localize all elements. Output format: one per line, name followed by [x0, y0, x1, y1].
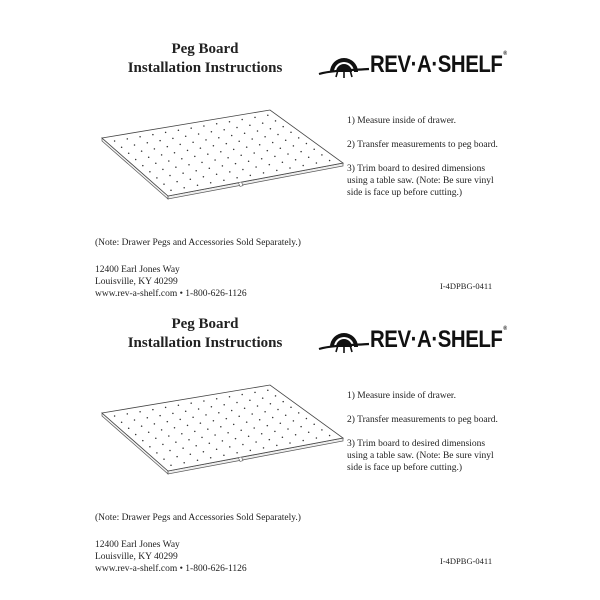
peg-hole — [167, 421, 169, 423]
peg-hole — [148, 156, 150, 158]
peg-hole — [227, 157, 229, 159]
peg-hole — [182, 447, 184, 449]
peg-hole — [253, 427, 255, 429]
peg-hole — [195, 170, 197, 172]
peg-hole — [300, 151, 302, 153]
rev-a-shelf-logo — [318, 325, 507, 357]
peg-hole — [188, 164, 190, 166]
peg-hole — [197, 460, 199, 462]
peg-hole — [306, 418, 308, 420]
peg-hole — [168, 435, 170, 437]
peg-hole — [172, 138, 174, 140]
peg-hole — [201, 437, 203, 439]
peg-hole — [181, 433, 183, 435]
peg-hole — [209, 168, 211, 170]
peg-hole — [179, 419, 181, 421]
address-contact: www.rev-a-shelf.com • 1-800-626-1126 — [95, 564, 247, 574]
peg-hole — [192, 416, 194, 418]
peg-hole — [210, 182, 212, 184]
peg-hole — [300, 426, 302, 428]
peg-hole — [181, 158, 183, 160]
peg-hole — [198, 133, 200, 135]
peg-hole — [293, 420, 295, 422]
peg-hole — [264, 411, 266, 413]
peg-hole — [192, 141, 194, 143]
peg-hole — [218, 137, 220, 139]
peg-hole — [163, 458, 165, 460]
peg-hole — [272, 142, 274, 144]
peg-hole — [147, 142, 149, 144]
peg-hole — [162, 444, 164, 446]
peg-hole — [183, 462, 185, 464]
step-3: 3) Trim board to desired dimensions using a table saw. (Note: Be sure vinyl side is face up before cutting.) — [347, 164, 494, 198]
peg-hole — [169, 175, 171, 177]
peg-hole — [135, 434, 137, 436]
peg-hole — [147, 417, 149, 419]
peg-hole — [257, 130, 259, 132]
peg-hole — [198, 408, 200, 410]
peg-hole — [274, 156, 276, 158]
peg-hole — [205, 139, 207, 141]
address-street: 12400 Earl Jones Way — [95, 265, 180, 275]
peg-hole — [255, 441, 257, 443]
peg-hole — [321, 154, 323, 156]
peg-hole — [176, 456, 178, 458]
step-3: 3) Trim board to desired dimensions using a table saw. (Note: Be sure vinyl side is face up before cutting.) — [347, 439, 494, 473]
peg-hole — [302, 440, 304, 442]
document-code: I-4DPBG-0411 — [440, 281, 493, 291]
peg-hole — [185, 135, 187, 137]
address-city: Louisville, KY 40299 — [95, 552, 178, 562]
pegboard-illustration — [100, 383, 345, 478]
peg-hole — [242, 444, 244, 446]
peg-hole — [134, 144, 136, 146]
peg-hole — [114, 140, 116, 142]
peg-hole — [250, 450, 252, 452]
address-street: 12400 Earl Jones Way — [95, 540, 180, 550]
peg-hole — [190, 178, 192, 180]
peg-hole — [159, 140, 161, 142]
peg-hole — [194, 431, 196, 433]
peg-hole — [276, 170, 278, 172]
peg-hole — [175, 166, 177, 168]
peg-hole — [261, 158, 263, 160]
peg-hole — [269, 439, 271, 441]
peg-hole — [242, 169, 244, 171]
peg-hole — [213, 145, 215, 147]
peg-hole — [223, 180, 225, 182]
peg-hole — [236, 402, 238, 404]
peg-hole — [200, 147, 202, 149]
peg-hole — [240, 430, 242, 432]
logo-emblem-icon — [318, 325, 370, 357]
peg-hole — [142, 165, 144, 167]
step-2: 2) Transfer measurements to peg board. — [347, 415, 498, 425]
peg-hole — [178, 130, 180, 132]
peg-hole — [316, 437, 318, 439]
peg-hole — [141, 425, 143, 427]
peg-hole — [135, 159, 137, 161]
peg-hole — [236, 127, 238, 129]
peg-hole — [227, 432, 229, 434]
peg-hole — [282, 161, 284, 163]
peg-hole — [285, 414, 287, 416]
peg-hole — [251, 138, 253, 140]
peg-hole — [277, 409, 279, 411]
peg-hole — [241, 394, 243, 396]
peg-hole — [216, 123, 218, 125]
peg-hole — [156, 452, 158, 454]
logo-emblem-icon — [318, 50, 370, 82]
peg-hole — [121, 146, 123, 148]
peg-hole — [289, 442, 291, 444]
document-title — [90, 315, 320, 353]
peg-hole — [190, 127, 192, 129]
peg-hole — [213, 420, 215, 422]
peg-hole — [298, 137, 300, 139]
peg-hole — [163, 183, 165, 185]
peg-hole — [190, 402, 192, 404]
document-title — [90, 40, 320, 78]
peg-hole — [321, 429, 323, 431]
peg-hole — [168, 160, 170, 162]
peg-hole — [170, 464, 172, 466]
peg-hole — [161, 154, 163, 156]
peg-hole — [207, 428, 209, 430]
peg-hole — [170, 189, 172, 191]
instruction-steps — [347, 390, 507, 486]
document-code: I-4DPBG-0411 — [440, 556, 493, 566]
peg-hole — [287, 153, 289, 155]
peg-hole — [174, 427, 176, 429]
peg-hole — [176, 181, 178, 183]
peg-hole — [195, 445, 197, 447]
peg-hole — [267, 150, 269, 152]
peg-hole — [250, 175, 252, 177]
peg-hole — [233, 424, 235, 426]
peg-hole — [218, 412, 220, 414]
peg-hole — [154, 423, 156, 425]
peg-hole — [280, 148, 282, 150]
peg-hole — [152, 409, 154, 411]
peg-hole — [276, 445, 278, 447]
step-2: 2) Transfer measurements to peg board. — [347, 140, 498, 150]
peg-hole — [128, 153, 130, 155]
peg-hole — [194, 156, 196, 158]
peg-hole — [231, 135, 233, 137]
peg-hole — [197, 185, 199, 187]
peg-hole — [216, 449, 218, 451]
peg-hole — [270, 128, 272, 130]
peg-hole — [293, 145, 295, 147]
peg-hole — [261, 433, 263, 435]
peg-hole — [238, 141, 240, 143]
peg-hole — [263, 447, 265, 449]
peg-hole — [313, 148, 315, 150]
peg-hole — [209, 443, 211, 445]
peg-hole — [139, 136, 141, 138]
instruction-steps — [347, 115, 507, 211]
peg-hole — [134, 419, 136, 421]
peg-hole — [274, 431, 276, 433]
pegboard-illustration — [100, 108, 345, 203]
peg-hole — [229, 171, 231, 173]
peg-hole — [233, 149, 235, 151]
peg-hole — [211, 406, 213, 408]
peg-hole — [295, 434, 297, 436]
peg-hole — [264, 136, 266, 138]
peg-hole — [174, 152, 176, 154]
peg-hole — [329, 160, 331, 162]
peg-hole — [127, 413, 129, 415]
peg-hole — [155, 438, 157, 440]
peg-hole — [203, 451, 205, 453]
title-line-1: Peg Board — [171, 41, 239, 57]
peg-hole — [282, 436, 284, 438]
peg-hole — [287, 428, 289, 430]
address-city: Louisville, KY 40299 — [95, 277, 178, 287]
peg-hole — [246, 146, 248, 148]
peg-hole — [223, 404, 225, 406]
peg-hole — [142, 440, 144, 442]
peg-hole — [253, 152, 255, 154]
peg-hole — [223, 455, 225, 457]
company-address — [95, 539, 247, 575]
peg-hole — [267, 114, 269, 116]
peg-hole — [214, 159, 216, 161]
peg-hole — [295, 159, 297, 161]
peg-hole — [226, 418, 228, 420]
logo-wordmark: REV·A·SHELF® — [370, 51, 507, 78]
peg-hole — [285, 139, 287, 141]
peg-hole — [128, 428, 130, 430]
peg-hole — [187, 425, 189, 427]
peg-hole — [223, 129, 225, 131]
peg-hole — [277, 134, 279, 136]
peg-hole — [241, 119, 243, 121]
peg-hole — [302, 165, 304, 167]
peg-hole — [257, 405, 259, 407]
rev-a-shelf-logo — [318, 50, 507, 82]
peg-hole — [127, 138, 129, 140]
peg-hole — [187, 150, 189, 152]
peg-hole — [259, 144, 261, 146]
peg-hole — [214, 434, 216, 436]
peg-hole — [172, 413, 174, 415]
peg-hole — [249, 400, 251, 402]
peg-hole — [248, 435, 250, 437]
step-1: 1) Measure inside of drawer. — [347, 391, 456, 401]
title-line-2: Installation Instructions — [127, 335, 283, 351]
peg-hole — [238, 416, 240, 418]
peg-hole — [185, 410, 187, 412]
peg-hole — [182, 172, 184, 174]
accessories-note: (Note: Drawer Pegs and Accessories Sold Separately.) — [95, 238, 301, 248]
peg-hole — [259, 419, 261, 421]
peg-hole — [229, 396, 231, 398]
peg-hole — [308, 157, 310, 159]
peg-hole — [236, 177, 238, 179]
peg-hole — [269, 164, 271, 166]
peg-hole — [249, 125, 251, 127]
peg-hole — [165, 407, 167, 409]
peg-hole — [236, 452, 238, 454]
peg-hole — [316, 162, 318, 164]
peg-hole — [222, 165, 224, 167]
peg-hole — [282, 401, 284, 403]
peg-hole — [275, 120, 277, 122]
peg-hole — [313, 423, 315, 425]
instruction-panel-bottom — [0, 275, 600, 575]
peg-hole — [161, 429, 163, 431]
peg-hole — [231, 410, 233, 412]
peg-hole — [235, 438, 237, 440]
peg-hole — [203, 176, 205, 178]
peg-hole — [167, 146, 169, 148]
peg-hole — [154, 148, 156, 150]
peg-hole — [178, 405, 180, 407]
peg-hole — [280, 423, 282, 425]
peg-hole — [149, 446, 151, 448]
peg-hole — [251, 413, 253, 415]
peg-hole — [152, 134, 154, 136]
peg-hole — [262, 122, 264, 124]
peg-hole — [282, 126, 284, 128]
peg-hole — [156, 177, 158, 179]
logo-wordmark: REV·A·SHELF® — [370, 326, 507, 353]
peg-hole — [229, 121, 231, 123]
peg-hole — [308, 432, 310, 434]
peg-hole — [141, 150, 143, 152]
peg-hole — [211, 131, 213, 133]
peg-hole — [289, 167, 291, 169]
board-top-face — [102, 110, 343, 196]
peg-hole — [246, 421, 248, 423]
peg-hole — [188, 439, 190, 441]
peg-hole — [248, 160, 250, 162]
peg-hole — [254, 392, 256, 394]
peg-hole — [175, 441, 177, 443]
peg-hole — [162, 169, 164, 171]
peg-hole — [121, 421, 123, 423]
peg-hole — [244, 133, 246, 135]
peg-hole — [255, 166, 257, 168]
peg-hole — [159, 415, 161, 417]
peg-hole — [235, 163, 237, 165]
peg-hole — [216, 174, 218, 176]
peg-hole — [210, 457, 212, 459]
peg-hole — [240, 155, 242, 157]
peg-hole — [155, 163, 157, 165]
peg-hole — [306, 143, 308, 145]
peg-hole — [275, 395, 277, 397]
peg-hole — [207, 153, 209, 155]
peg-hole — [203, 125, 205, 127]
peg-hole — [244, 408, 246, 410]
peg-hole — [270, 403, 272, 405]
peg-hole — [263, 172, 265, 174]
peg-hole — [290, 406, 292, 408]
peg-hole — [254, 117, 256, 119]
peg-hole — [262, 397, 264, 399]
peg-hole — [183, 187, 185, 189]
address-contact: www.rev-a-shelf.com • 1-800-626-1126 — [95, 289, 247, 299]
peg-hole — [205, 414, 207, 416]
peg-hole — [203, 400, 205, 402]
peg-hole — [200, 422, 202, 424]
peg-hole — [226, 143, 228, 145]
peg-hole — [149, 171, 151, 173]
title-line-1: Peg Board — [171, 316, 239, 332]
accessories-note: (Note: Drawer Pegs and Accessories Sold Separately.) — [95, 513, 301, 523]
peg-hole — [267, 389, 269, 391]
title-line-2: Installation Instructions — [127, 60, 283, 76]
peg-hole — [165, 132, 167, 134]
board-top-face — [102, 385, 343, 471]
peg-hole — [329, 435, 331, 437]
peg-hole — [148, 431, 150, 433]
peg-hole — [139, 411, 141, 413]
peg-hole — [222, 440, 224, 442]
peg-hole — [220, 426, 222, 428]
peg-hole — [267, 425, 269, 427]
peg-hole — [290, 131, 292, 133]
peg-hole — [220, 151, 222, 153]
peg-hole — [190, 453, 192, 455]
peg-hole — [169, 450, 171, 452]
step-1: 1) Measure inside of drawer. — [347, 116, 456, 126]
peg-hole — [216, 398, 218, 400]
peg-hole — [272, 417, 274, 419]
peg-hole — [179, 144, 181, 146]
peg-hole — [229, 446, 231, 448]
peg-hole — [114, 415, 116, 417]
peg-hole — [201, 162, 203, 164]
peg-hole — [298, 412, 300, 414]
